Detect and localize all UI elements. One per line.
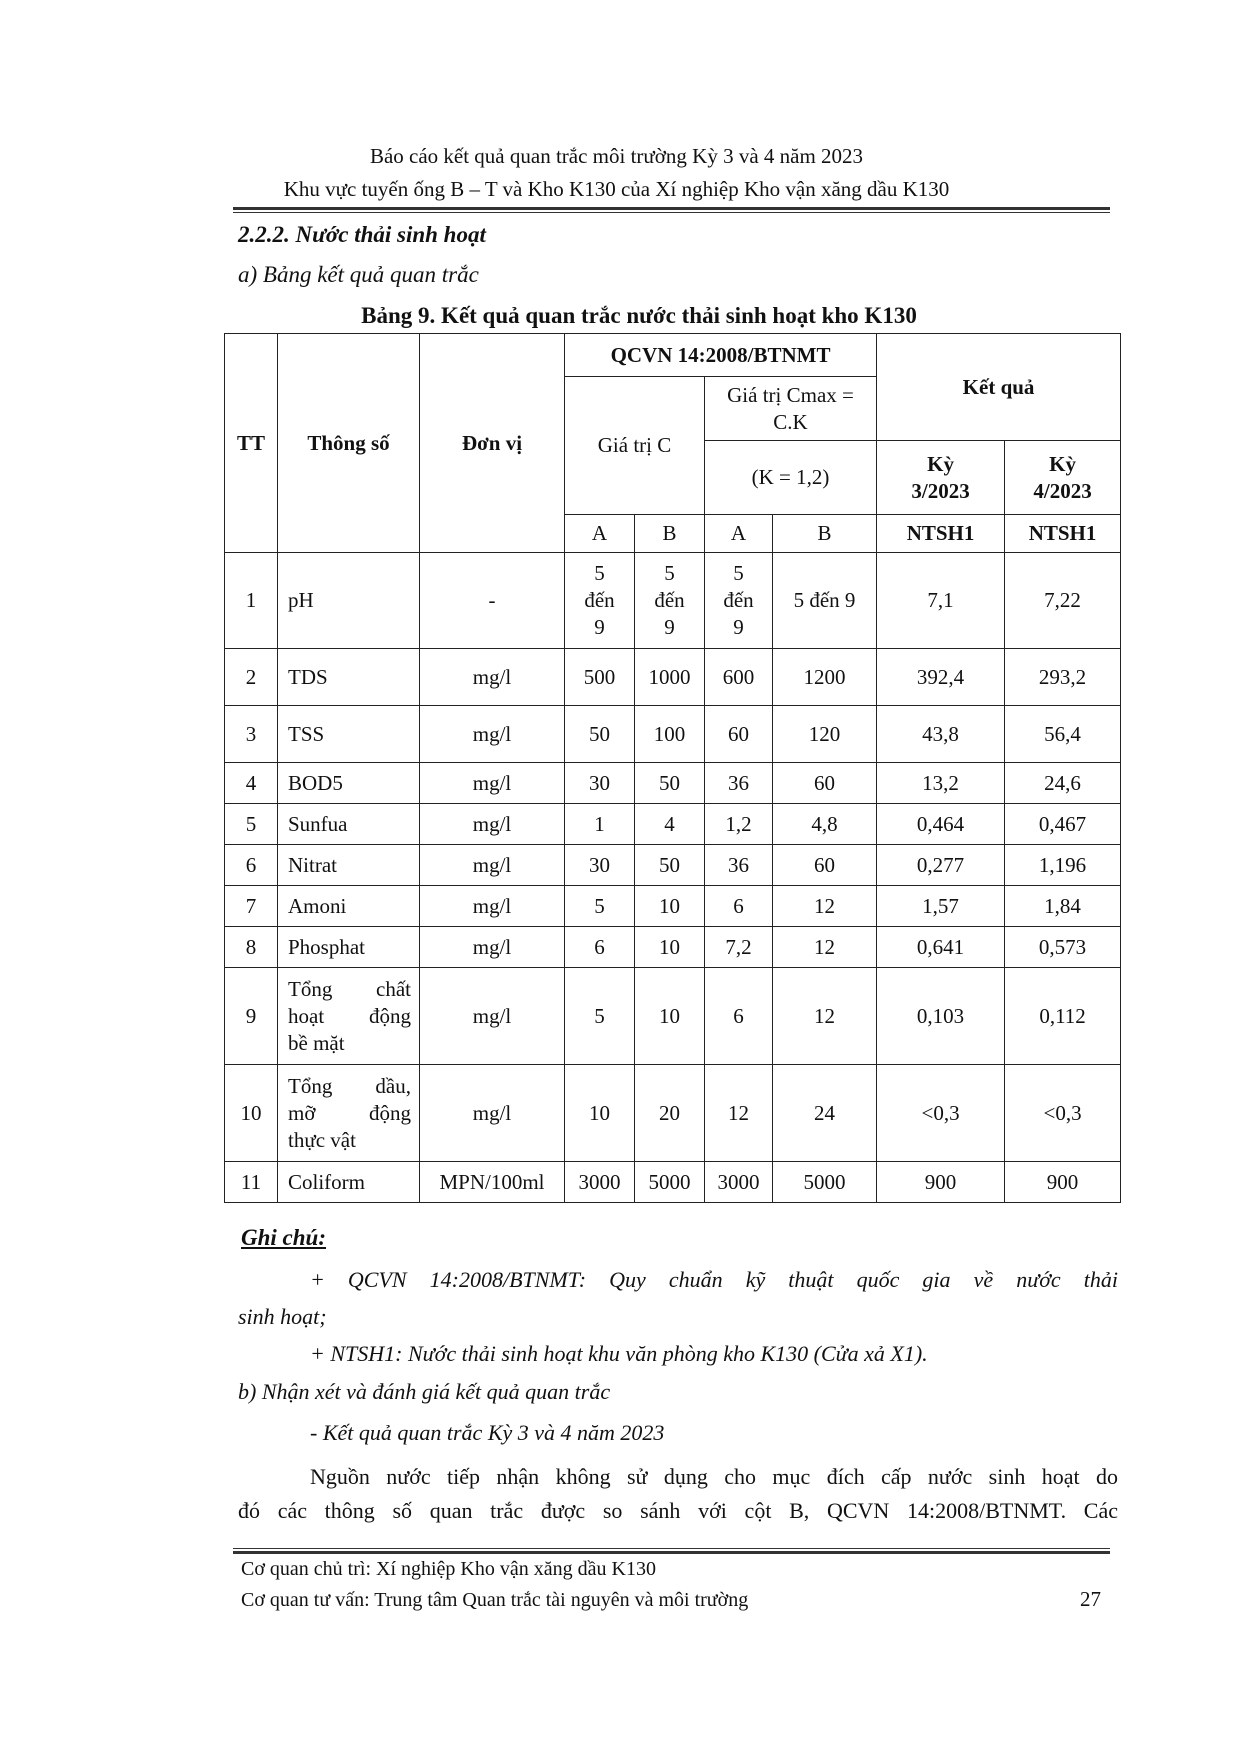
cell-c-b: 5000 xyxy=(635,1162,705,1203)
cell-ky4: 0,467 xyxy=(1005,804,1121,845)
cell-ky4: 7,22 xyxy=(1005,553,1121,649)
cell-ky3: 0,464 xyxy=(877,804,1005,845)
table-row xyxy=(225,886,1121,927)
cell-unit: mg/l xyxy=(420,927,565,968)
table-row xyxy=(225,649,1121,706)
cell-cmax-a: 7,2 xyxy=(705,927,773,968)
cell-unit: mg/l xyxy=(420,804,565,845)
result-line: - Kết quả quan trắc Kỳ 3 và 4 năm 2023 xyxy=(310,1420,665,1445)
cell-ky3: 0,641 xyxy=(877,927,1005,968)
cell-tt: 2 xyxy=(225,649,278,706)
cell-cmax-b: 12 xyxy=(773,968,877,1065)
table-row xyxy=(225,763,1121,804)
header-result: Kết quả xyxy=(877,334,1121,441)
header-a1: A xyxy=(565,515,635,553)
cell-c-a: 1 xyxy=(565,804,635,845)
cell-c-a: 10 xyxy=(565,1065,635,1162)
footer-line-2: Cơ quan tư vấn: Trung tâm Quan trắc tài nguyên và môi trường xyxy=(241,1589,749,1611)
cell-cmax-a: 60 xyxy=(705,706,773,763)
footer-rule-thin xyxy=(233,1548,1110,1549)
cell-ky4: 24,6 xyxy=(1005,763,1121,804)
cell-ky4: 1,84 xyxy=(1005,886,1121,927)
cell-param: Tổng dầu, mỡ động thực vật xyxy=(278,1065,420,1162)
header-ky4: Kỳ 4/2023 xyxy=(1005,441,1121,515)
cell-ky3: 1,57 xyxy=(877,886,1005,927)
cell-c-a: 3000 xyxy=(565,1162,635,1203)
cell-c-b: 10 xyxy=(635,927,705,968)
cell-ky4: 0,573 xyxy=(1005,927,1121,968)
header-line-1: Báo cáo kết quả quan trắc môi trường Kỳ 3 và 4 năm 2023 xyxy=(369,144,864,168)
header-qcvn: QCVN 14:2008/BTNMT xyxy=(565,334,877,377)
cell-tt: 1 xyxy=(225,553,278,649)
header-c: Giá trị C xyxy=(565,377,705,515)
table-row xyxy=(225,804,1121,845)
cell-param: BOD5 xyxy=(278,763,420,804)
notes-title: Ghi chú: xyxy=(241,1225,326,1250)
cell-unit: mg/l xyxy=(420,886,565,927)
header-a2: A xyxy=(705,515,773,553)
cell-cmax-b: 24 xyxy=(773,1065,877,1162)
table-row xyxy=(225,1065,1121,1162)
cell-c-a: 50 xyxy=(565,706,635,763)
note-1: + QCVN 14:2008/BTNMT: Quy chuẩn kỹ thuật quốc gia về nước thải xyxy=(310,1267,1118,1292)
cell-tt: 9 xyxy=(225,968,278,1065)
header-rule-thin xyxy=(233,212,1110,213)
cell-param: Phosphat xyxy=(278,927,420,968)
cell-cmax-a: 1,2 xyxy=(705,804,773,845)
header-b2: B xyxy=(773,515,877,553)
cell-tt: 6 xyxy=(225,845,278,886)
cell-unit: mg/l xyxy=(420,763,565,804)
header-line-2: Khu vực tuyến ống B – T và Kho K130 của Xí nghiệp Kho vận xăng dầu K130 xyxy=(283,177,950,201)
cell-ky3: 0,277 xyxy=(877,845,1005,886)
note-2: + NTSH1: Nước thải sinh hoạt khu văn phòng kho K130 (Cửa xả X1). xyxy=(310,1341,928,1366)
cell-cmax-a: 3000 xyxy=(705,1162,773,1203)
footer-rule xyxy=(233,1551,1110,1554)
cell-unit: mg/l xyxy=(420,845,565,886)
cell-c-b: 50 xyxy=(635,845,705,886)
cell-cmax-b: 12 xyxy=(773,886,877,927)
cell-param: Coliform xyxy=(278,1162,420,1203)
cell-ky4: 0,112 xyxy=(1005,968,1121,1065)
cell-cmax-a: 6 xyxy=(705,886,773,927)
cell-ky4: 1,196 xyxy=(1005,845,1121,886)
cell-ky3: 0,103 xyxy=(877,968,1005,1065)
cell-c-a: 5 xyxy=(565,968,635,1065)
header-k: (K = 1,2) xyxy=(705,441,877,515)
header-ky3: Kỳ 3/2023 xyxy=(877,441,1005,515)
cell-unit: mg/l xyxy=(420,968,565,1065)
cell-tt: 8 xyxy=(225,927,278,968)
cell-ky3: 392,4 xyxy=(877,649,1005,706)
cell-cmax-b: 12 xyxy=(773,927,877,968)
header-rule xyxy=(233,207,1110,210)
cell-cmax-a: 36 xyxy=(705,845,773,886)
table-caption: Bảng 9. Kết quả quan trắc nước thải sinh hoạt kho K130 xyxy=(361,303,917,328)
cell-tt: 11 xyxy=(225,1162,278,1203)
cell-c-b: 20 xyxy=(635,1065,705,1162)
cell-c-b: 10 xyxy=(635,886,705,927)
cell-ky4: 293,2 xyxy=(1005,649,1121,706)
cell-tt: 3 xyxy=(225,706,278,763)
header-tt: TT xyxy=(225,334,278,553)
paragraph-line-1: Nguồn nước tiếp nhận không sử dụng cho mục đích cấp nước sinh hoạt do xyxy=(310,1464,1118,1489)
subsection-b: b) Nhận xét và đánh giá kết quả quan trắc xyxy=(238,1379,611,1404)
table-row xyxy=(225,706,1121,763)
cell-cmax-b: 120 xyxy=(773,706,877,763)
cell-c-a: 30 xyxy=(565,763,635,804)
cell-unit: - xyxy=(420,553,565,649)
cell-cmax-b: 5000 xyxy=(773,1162,877,1203)
cell-cmax-a: 12 xyxy=(705,1065,773,1162)
paragraph-line-2: đó các thông số quan trắc được so sánh với cột B, QCVN 14:2008/BTNMT. Các xyxy=(238,1498,1118,1523)
table-row xyxy=(225,553,1121,649)
cell-ky4: <0,3 xyxy=(1005,1065,1121,1162)
header-param: Thông số xyxy=(278,334,420,553)
cell-param: Sunfua xyxy=(278,804,420,845)
cell-tt: 10 xyxy=(225,1065,278,1162)
table-row xyxy=(225,968,1121,1065)
cell-cmax-a: 5 đến 9 xyxy=(705,553,773,649)
cell-param: Amoni xyxy=(278,886,420,927)
cell-param: pH xyxy=(278,553,420,649)
cell-c-b: 4 xyxy=(635,804,705,845)
cell-unit: mg/l xyxy=(420,706,565,763)
cell-ky3: 43,8 xyxy=(877,706,1005,763)
header-b1: B xyxy=(635,515,705,553)
cell-c-a: 30 xyxy=(565,845,635,886)
subsection-a: a) Bảng kết quả quan trắc xyxy=(238,262,479,287)
header-ntsh-3: NTSH1 xyxy=(877,515,1005,553)
section-title: 2.2.2. Nước thải sinh hoạt xyxy=(238,222,486,247)
cell-param: Tổng chất hoạt động bề mặt xyxy=(278,968,420,1065)
table-row xyxy=(225,845,1121,886)
cell-cmax-b: 60 xyxy=(773,763,877,804)
cell-c-a: 500 xyxy=(565,649,635,706)
cell-unit: mg/l xyxy=(420,649,565,706)
cell-cmax-a: 36 xyxy=(705,763,773,804)
page-number: 27 xyxy=(1080,1587,1101,1611)
cell-ky3: <0,3 xyxy=(877,1065,1005,1162)
cell-c-b: 10 xyxy=(635,968,705,1065)
cell-param: TSS xyxy=(278,706,420,763)
cell-tt: 4 xyxy=(225,763,278,804)
cell-cmax-b: 4,8 xyxy=(773,804,877,845)
header-unit: Đơn vị xyxy=(420,334,565,553)
cell-cmax-b: 60 xyxy=(773,845,877,886)
cell-param: TDS xyxy=(278,649,420,706)
cell-ky3: 7,1 xyxy=(877,553,1005,649)
cell-cmax-b: 5 đến 9 xyxy=(773,553,877,649)
cell-ky4: 900 xyxy=(1005,1162,1121,1203)
results-table xyxy=(224,333,1121,1203)
cell-tt: 5 xyxy=(225,804,278,845)
cell-param: Nitrat xyxy=(278,845,420,886)
cell-cmax-a: 6 xyxy=(705,968,773,1065)
table-row xyxy=(225,1162,1121,1203)
cell-c-a: 5 xyxy=(565,886,635,927)
cell-c-a: 6 xyxy=(565,927,635,968)
cell-cmax-a: 600 xyxy=(705,649,773,706)
cell-c-b: 1000 xyxy=(635,649,705,706)
footer-line-1: Cơ quan chủ trì: Xí nghiệp Kho vận xăng dầu K130 xyxy=(241,1558,656,1580)
cell-ky3: 13,2 xyxy=(877,763,1005,804)
cell-c-b: 100 xyxy=(635,706,705,763)
header-cmax: Giá trị Cmax = C.K xyxy=(705,377,877,441)
cell-c-b: 50 xyxy=(635,763,705,804)
cell-ky4: 56,4 xyxy=(1005,706,1121,763)
cell-unit: MPN/100ml xyxy=(420,1162,565,1203)
table-row xyxy=(225,927,1121,968)
cell-c-a: 5 đến 9 xyxy=(565,553,635,649)
cell-tt: 7 xyxy=(225,886,278,927)
cell-c-b: 5 đến 9 xyxy=(635,553,705,649)
cell-ky3: 900 xyxy=(877,1162,1005,1203)
cell-cmax-b: 1200 xyxy=(773,649,877,706)
note-1-cont: sinh hoạt; xyxy=(238,1304,327,1329)
cell-unit: mg/l xyxy=(420,1065,565,1162)
header-ntsh-4: NTSH1 xyxy=(1005,515,1121,553)
